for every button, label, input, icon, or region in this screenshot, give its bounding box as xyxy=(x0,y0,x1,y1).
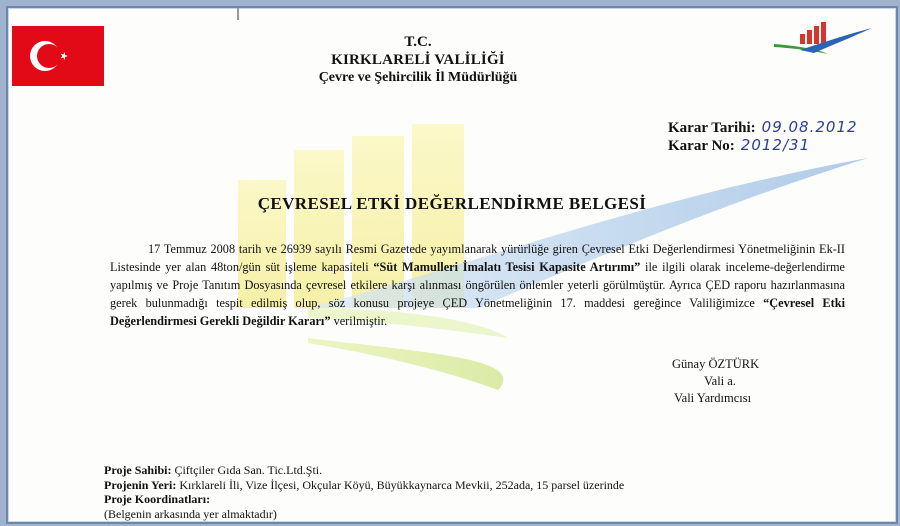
body-paragraph xyxy=(110,240,845,330)
signature-block xyxy=(672,356,759,407)
header-department: Çevre ve Şehircilik İl Müdürlüğü xyxy=(318,70,518,85)
project-coords xyxy=(104,492,624,507)
project-coords-note: (Belgenin arkasında yer almaktadır) xyxy=(104,506,277,521)
project-info xyxy=(104,463,624,521)
header-tc: T.C. xyxy=(404,34,432,50)
project-owner xyxy=(104,463,624,478)
project-location xyxy=(104,478,624,493)
decision-date-label: Karar Tarihi: xyxy=(668,120,756,136)
project-owner-label: Proje Sahibi: xyxy=(104,463,172,477)
document-page xyxy=(6,6,898,524)
project-location-value: Kırklareli İli, Vize İlçesi, Okçular Köyü, Büyükkaynarca Mevkii, 252ada, 15 parsel üzerinde xyxy=(176,477,625,492)
signer-title: Vali Yardımcısı xyxy=(674,391,752,405)
decision-number-label: Karar No: xyxy=(668,138,735,154)
project-location-label: Projenin Yeri: xyxy=(104,477,177,492)
signer-line2: Vali a. xyxy=(704,374,736,388)
project-name: “Süt Mamulleri İmalatı Tesisi Kapasite Artırımı” xyxy=(373,260,641,274)
decision-number-value: 2012/31 xyxy=(740,136,811,154)
body-part3: verilmiştir. xyxy=(330,314,388,328)
project-coords-label: Proje Koordinatları: xyxy=(104,492,211,506)
body-part1: 17 Temmuz 2008 tarih ve 26939 sayılı Resmi Gazetede yayımlanarak yürürlüğe giren Çevresel Etki Değerlendirmesi Yönetmeliğinin Ek-II Listesinde yer alan 48ton/gün süt işleme kapasiteli xyxy=(110,242,845,274)
header-governorship: KIRKLARELİ VALİLİĞİ xyxy=(331,52,505,68)
signer-name: Günay ÖZTÜRK xyxy=(672,357,760,371)
turkish-flag-icon xyxy=(12,26,104,86)
document-title: ÇEVRESEL ETKİ DEĞERLENDİRME BELGESİ xyxy=(257,194,647,213)
decision-date xyxy=(668,118,858,137)
decision-date-value: 09.08.2012 xyxy=(761,118,858,136)
body-part2: ile ilgili olarak inceleme-değerlendirme yapılmış ve Proje Tanıtım Dosyasında çevresel etkilere karşı alınması öngörülen önlemler yeterli görülmüştür. Ayrıca ÇED raporu hazırlanmasına gerek bulunmadığı tespit edilmiş olup, söz konusu projeye ÇED Yönetmeliğinin 17. maddesi gereğince Valiliğimizce xyxy=(110,260,845,310)
decision-number xyxy=(668,136,810,155)
decision-name: “Çevresel Etki Değerlendirmesi Gerekli Değildir Kararı” xyxy=(110,296,845,328)
ministry-logo-icon xyxy=(770,20,874,56)
project-owner-value: Çiftçiler Gıda San. Tic.Ltd.Şti. xyxy=(171,463,323,477)
